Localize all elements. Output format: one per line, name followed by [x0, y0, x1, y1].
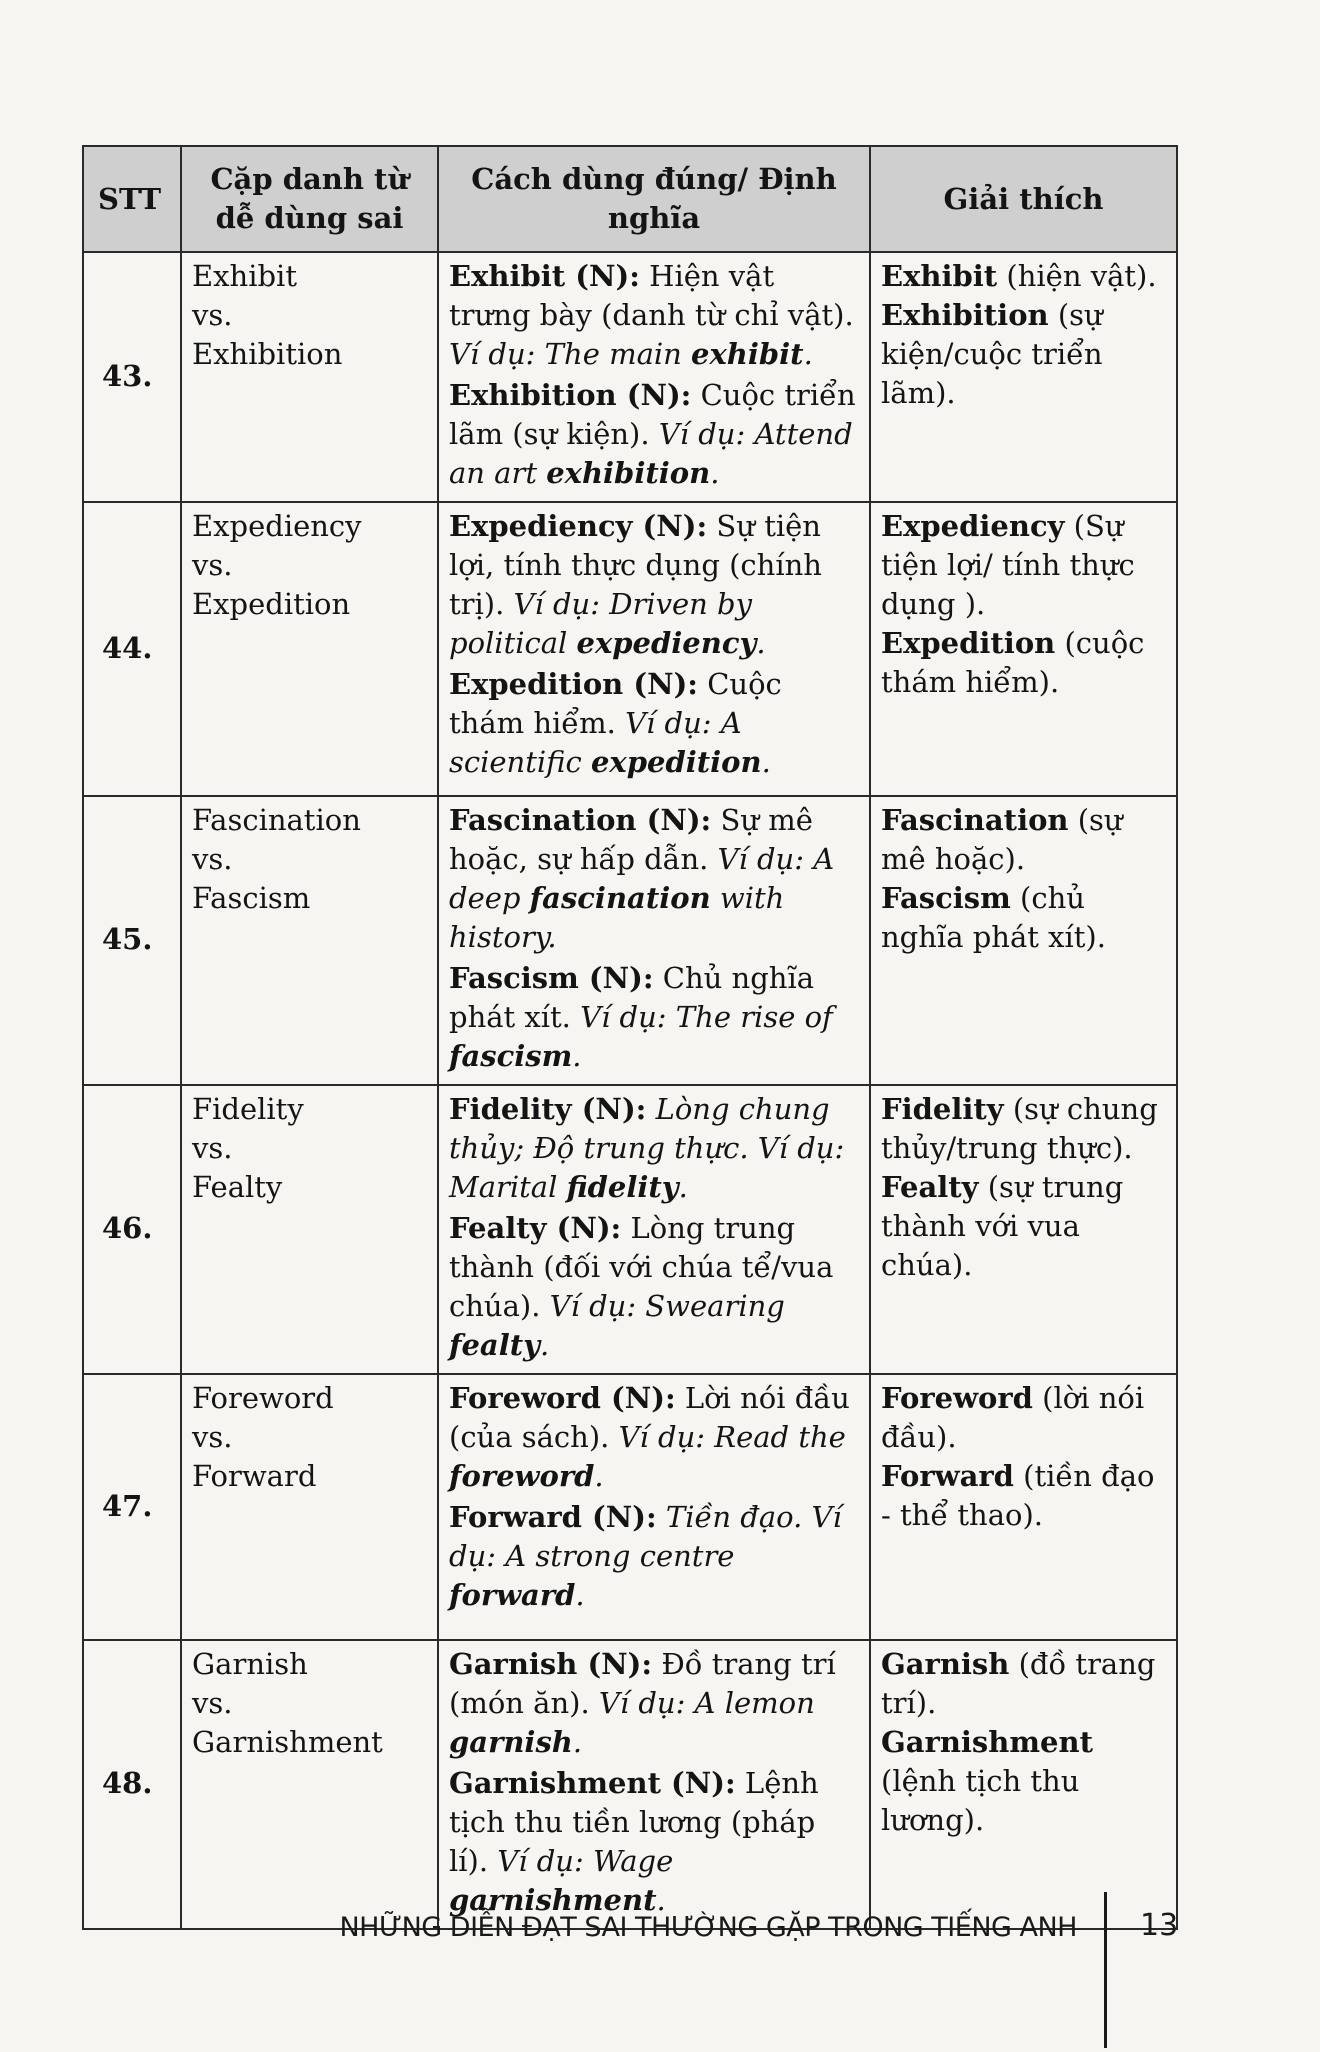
- table-row: [83, 1640, 1177, 1929]
- explanation-entry: [881, 507, 1166, 624]
- word-second: Exhibition: [192, 337, 343, 371]
- explanation-text: (lệnh tịch thu lương).: [881, 1764, 1080, 1837]
- table-row: [83, 1085, 1177, 1374]
- usage-entry: [449, 1379, 859, 1496]
- example-keyword: fascination: [529, 881, 711, 915]
- usage-entry: [449, 959, 859, 1076]
- usage-entry: [449, 257, 859, 374]
- word-second: Expedition: [192, 587, 351, 621]
- usage-cell: [438, 502, 870, 796]
- explanation-text: (tiền đạo - thể thao).: [881, 1459, 1155, 1532]
- table-row: [83, 796, 1177, 1085]
- usage-definition: Hiện vật trưng bày (danh từ chỉ vật).: [449, 259, 854, 332]
- usage-definition: Sự tiện lợi, tính thực dụng (chính trị).: [449, 509, 822, 621]
- vocabulary-table-container: [82, 145, 1176, 1930]
- usage-definition: Đồ trang trí (món ăn).: [449, 1647, 836, 1720]
- usage-entry: [449, 1498, 859, 1615]
- word-vs: vs.: [192, 1420, 233, 1454]
- word-first: Expediency: [192, 509, 362, 543]
- explanation-term: Exhibition: [881, 298, 1049, 332]
- example-end: .: [575, 1578, 585, 1612]
- example-end: .: [710, 456, 720, 490]
- explanation-entry: [881, 1457, 1166, 1535]
- explanation-text: (Sự tiện lợi/ tính thực dụng ).: [881, 509, 1135, 621]
- word-first: Fascination: [192, 803, 361, 837]
- row-number: 47.: [83, 1374, 181, 1640]
- usage-entry: [449, 507, 859, 663]
- usage-cell: [438, 1374, 870, 1640]
- word-second: Fealty: [192, 1170, 283, 1204]
- example-label: Ví dụ:: [748, 1131, 845, 1165]
- usage-term: Garnish (N):: [449, 1647, 653, 1681]
- vocabulary-table: [82, 145, 1178, 1930]
- example-text: Marital: [449, 1170, 567, 1204]
- word-first: Fidelity: [192, 1092, 304, 1126]
- explanation-term: Expediency: [881, 509, 1065, 543]
- usage-term: Forward (N):: [449, 1500, 657, 1534]
- explanation-text: (cuộc thám hiểm).: [881, 626, 1145, 699]
- usage-term: Foreword (N):: [449, 1381, 676, 1415]
- usage-cell: [438, 252, 870, 502]
- usage-definition: Sự mê hoặc, sự hấp dẫn.: [449, 803, 813, 876]
- explanation-term: Garnishment: [881, 1725, 1093, 1759]
- explanation-entry: [881, 1168, 1166, 1285]
- footer-divider: [1104, 1892, 1107, 2048]
- example-end: .: [756, 626, 766, 660]
- example-label: Ví dụ:: [488, 1844, 584, 1878]
- usage-entry: [449, 665, 859, 782]
- example-end: .: [656, 1883, 666, 1917]
- example-keyword: forward: [449, 1578, 576, 1612]
- explanation-term: Fealty: [881, 1170, 979, 1204]
- explanation-term: Foreword: [881, 1381, 1033, 1415]
- example-text: Swearing: [636, 1289, 785, 1323]
- example-label: Ví dụ:: [609, 1420, 706, 1454]
- usage-term: Garnishment (N):: [449, 1766, 736, 1800]
- word-pair-cell: [181, 1374, 438, 1640]
- example-end: .: [594, 1459, 604, 1493]
- usage-definition: Tiền đạo.: [656, 1500, 803, 1534]
- word-vs: vs.: [192, 1686, 233, 1720]
- example-end: with history.: [449, 881, 785, 954]
- word-pair-cell: [181, 502, 438, 796]
- example-end: .: [761, 745, 771, 779]
- example-text: Read the: [705, 1420, 846, 1454]
- usage-entry: [449, 1209, 859, 1365]
- word-pair-cell: [181, 796, 438, 1085]
- usage-term: Exhibit (N):: [449, 259, 640, 293]
- example-end: .: [572, 1039, 582, 1073]
- explanation-entry: [881, 1379, 1166, 1457]
- usage-cell: [438, 1640, 870, 1929]
- explanation-text: (đồ trang trí).: [881, 1647, 1156, 1720]
- table-row: [83, 1374, 1177, 1640]
- explanation-entry: [881, 1723, 1166, 1840]
- usage-definition: Lòng trung thành (đối với chúa tể/vua chúa).: [449, 1211, 834, 1323]
- explanation-text: (sự mê hoặc).: [881, 803, 1123, 876]
- row-number: 48.: [83, 1640, 181, 1929]
- explanation-term: Garnish: [881, 1647, 1010, 1681]
- word-first: Garnish: [192, 1647, 308, 1681]
- word-first: Exhibit: [192, 259, 297, 293]
- example-label: Ví dụ:: [649, 417, 746, 451]
- example-label: Ví dụ:: [540, 1289, 637, 1323]
- example-label: Ví dụ:: [504, 587, 600, 621]
- example-label: Ví dụ:: [449, 1500, 842, 1573]
- explanation-cell: [870, 1374, 1177, 1640]
- header-pair: Cặp danh từ dễ dùng sai: [181, 146, 438, 252]
- explanation-entry: [881, 1090, 1166, 1168]
- usage-term: Expediency (N):: [449, 509, 708, 543]
- explanation-text: (sự kiện/cuộc triển lãm).: [881, 298, 1103, 410]
- example-keyword: fealty: [449, 1328, 540, 1362]
- example-label: Ví dụ:: [615, 706, 712, 740]
- example-text: A strong centre: [496, 1539, 735, 1573]
- example-text: Attend an art: [449, 417, 853, 490]
- usage-term: Exhibition (N):: [449, 378, 692, 412]
- explanation-cell: [870, 252, 1177, 502]
- example-text: Driven by political: [449, 587, 752, 660]
- row-number: 43.: [83, 252, 181, 502]
- word-second: Garnishment: [192, 1725, 383, 1759]
- explanation-term: Fascination: [881, 803, 1069, 837]
- usage-definition: Lời nói đầu (của sách).: [449, 1381, 850, 1454]
- usage-entry: [449, 801, 859, 957]
- example-keyword: garnishment: [449, 1883, 657, 1917]
- word-vs: vs.: [192, 298, 233, 332]
- usage-entry: [449, 1645, 859, 1762]
- explanation-text: (sự chung thủy/trung thực).: [881, 1092, 1158, 1165]
- usage-definition: Cuộc triển lãm (sự kiện).: [449, 378, 856, 451]
- example-end: .: [539, 1328, 550, 1362]
- word-vs: vs.: [192, 842, 233, 876]
- explanation-entry: [881, 624, 1166, 702]
- word-second: Fascism: [192, 881, 311, 915]
- page-number: 13: [1140, 1908, 1179, 1943]
- explanation-cell: [870, 502, 1177, 796]
- word-pair-cell: [181, 1640, 438, 1929]
- explanation-entry: [881, 801, 1166, 879]
- page-footer: [0, 1892, 1320, 2052]
- example-label: Ví dụ:: [589, 1686, 686, 1720]
- usage-term: Expedition (N):: [449, 667, 699, 701]
- usage-cell: [438, 1085, 870, 1374]
- usage-definition: Lòng chung thủy; Độ trung thực.: [449, 1092, 830, 1165]
- explanation-term: Fascism: [881, 881, 1011, 915]
- table-header-row: [83, 146, 1177, 252]
- word-vs: vs.: [192, 548, 233, 582]
- explanation-text: (hiện vật).: [997, 259, 1157, 293]
- usage-definition: Cuộc thám hiểm.: [449, 667, 782, 740]
- usage-definition: Lệnh tịch thu tiền lương (pháp lí).: [449, 1766, 819, 1878]
- example-text: A scientific: [449, 706, 742, 779]
- header-usage: Cách dùng đúng/ Định nghĩa: [438, 146, 870, 252]
- word-first: Foreword: [192, 1381, 334, 1415]
- usage-term: Fealty (N):: [449, 1211, 622, 1245]
- explanation-term: Fidelity: [881, 1092, 1004, 1126]
- word-vs: vs.: [192, 1131, 233, 1165]
- usage-term: Fascination (N):: [449, 803, 712, 837]
- example-end: .: [678, 1170, 688, 1204]
- explanation-cell: [870, 1640, 1177, 1929]
- word-second: Forward: [192, 1459, 317, 1493]
- usage-entry: [449, 1090, 859, 1207]
- explanation-text: (sự trung thành với vua chúa).: [881, 1170, 1124, 1282]
- explanation-text: (lời nói đầu).: [881, 1381, 1145, 1454]
- row-number: 44.: [83, 502, 181, 796]
- table-row: [83, 502, 1177, 796]
- example-end: .: [572, 1725, 583, 1759]
- example-keyword: exhibition: [546, 456, 711, 490]
- usage-term: Fascism (N):: [449, 961, 654, 995]
- example-keyword: fascism: [449, 1039, 573, 1073]
- running-footer-title: NHỮNG DIỄN ĐẠT SAI THƯỜNG GẶP TRONG TIẾNG ANH: [339, 1912, 1077, 1943]
- table-row: [83, 252, 1177, 502]
- explanation-entry: [881, 296, 1166, 413]
- example-text: A lemon: [685, 1686, 815, 1720]
- word-pair-cell: [181, 1085, 438, 1374]
- row-number: 45.: [83, 796, 181, 1085]
- usage-term: Fidelity (N):: [449, 1092, 647, 1126]
- row-number: 46.: [83, 1085, 181, 1374]
- explanation-term: Exhibit: [881, 259, 998, 293]
- usage-entry: [449, 376, 859, 493]
- example-label: Ví dụ:: [570, 1000, 667, 1034]
- header-stt: STT: [83, 146, 181, 252]
- explanation-entry: [881, 257, 1166, 296]
- example-text: A deep: [449, 842, 835, 915]
- explanation-cell: [870, 796, 1177, 1085]
- explanation-text: (chủ nghĩa phát xít).: [881, 881, 1106, 954]
- example-keyword: foreword: [449, 1459, 595, 1493]
- example-text: The main: [535, 337, 692, 371]
- usage-cell: [438, 796, 870, 1085]
- word-pair-cell: [181, 252, 438, 502]
- header-explanation: Giải thích: [870, 146, 1177, 252]
- example-keyword: fidelity: [566, 1170, 679, 1204]
- example-end: .: [803, 337, 813, 371]
- explanation-entry: [881, 879, 1166, 957]
- example-text: The rise of: [666, 1000, 833, 1034]
- example-keyword: expedition: [590, 745, 762, 779]
- example-keyword: garnish: [449, 1725, 573, 1759]
- example-label: Ví dụ:: [449, 337, 536, 371]
- explanation-cell: [870, 1085, 1177, 1374]
- example-keyword: exhibit: [691, 337, 804, 371]
- example-label: Ví dụ:: [708, 842, 805, 876]
- explanation-term: Expedition: [881, 626, 1056, 660]
- explanation-entry: [881, 1645, 1166, 1723]
- example-keyword: expediency: [576, 626, 757, 660]
- example-text: Wage: [583, 1844, 674, 1878]
- usage-definition: Chủ nghĩa phát xít.: [449, 961, 815, 1034]
- explanation-term: Forward: [881, 1459, 1014, 1493]
